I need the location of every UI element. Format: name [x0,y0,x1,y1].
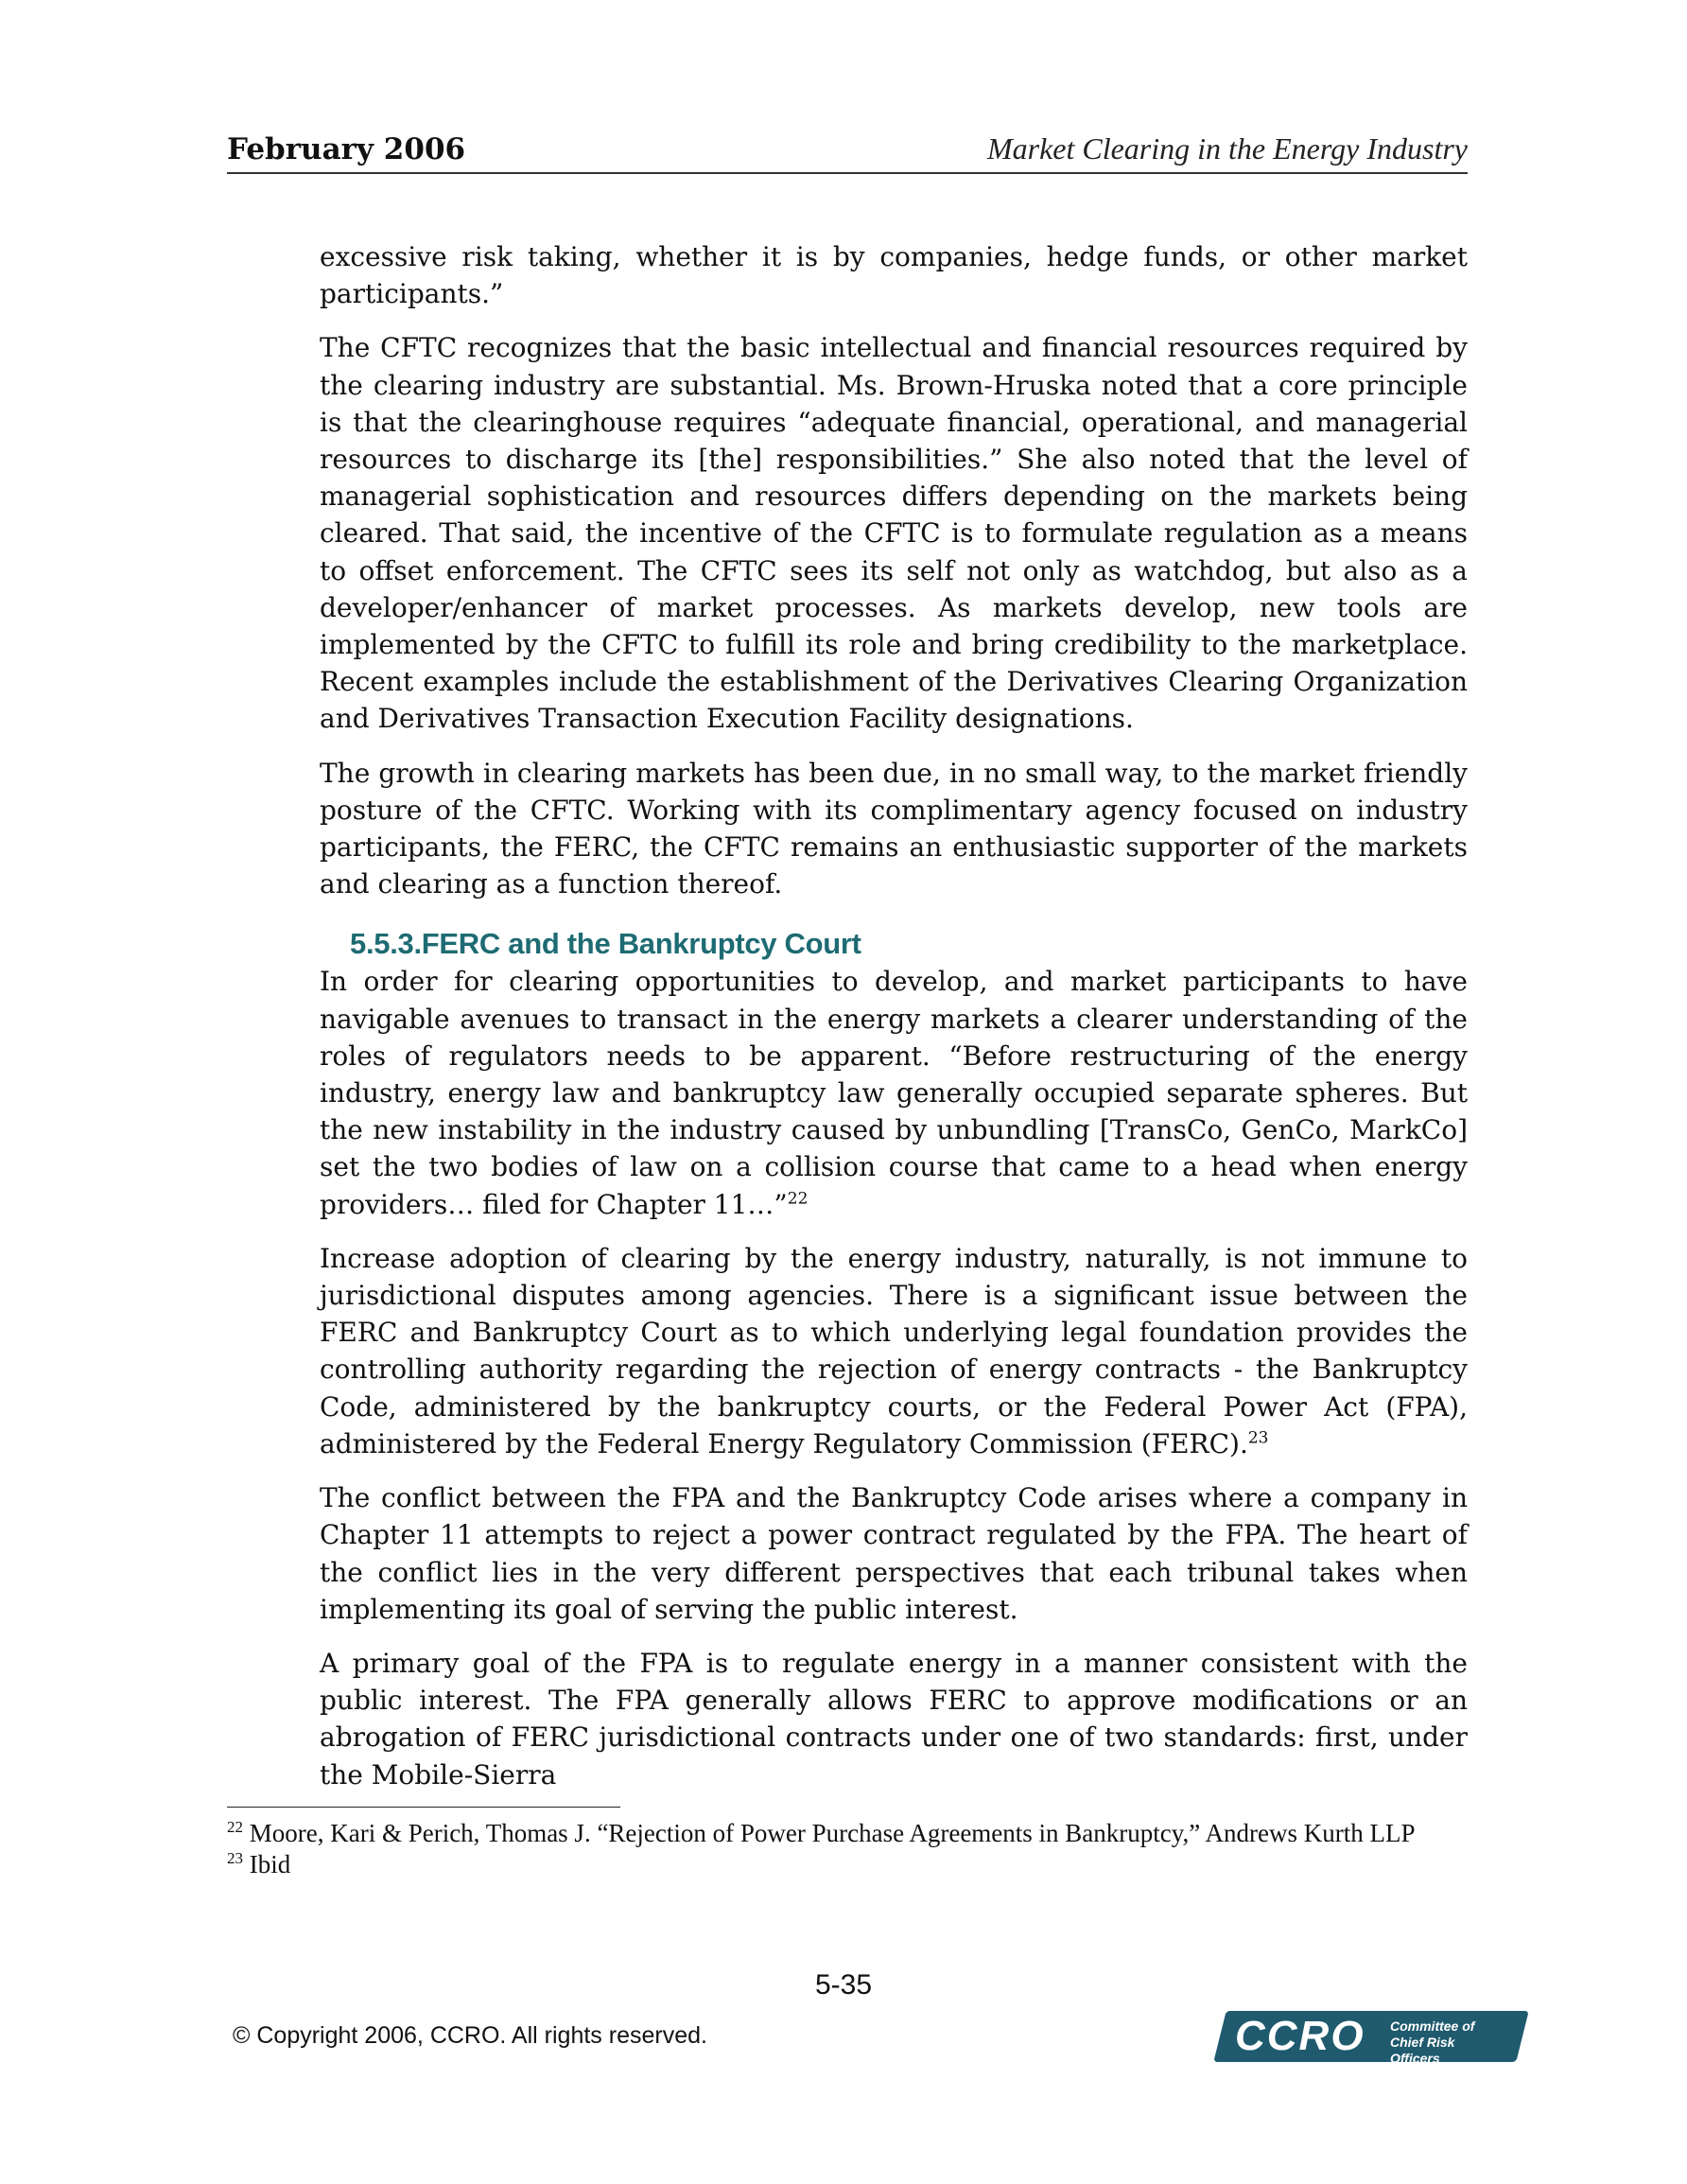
ccro-logo [1220,2011,1522,2066]
logo-mark: CCRO [1235,2013,1365,2059]
paragraph-2: The CFTC recognizes that the basic intellectual and financial resources required by the clearing industry are substantial. Ms. Brown-Hruska noted that a core principle is that the clearinghouse requires “adequate financial, operational, and managerial resources to discharge its [the] responsibilities.” She also noted that the level of managerial sophistication and resources differs depending on the markets being cleared. That said, the incentive of the CFTC is to formulate regulation as a means to offset enforcement. The CFTC sees its self not only as watchdog, but also as a developer/enhancer of market processes. As markets develop, new tools are implemented by the CFTC to fulfill its role and bring credibility to the marketplace. Recent examples include the establishment of the Derivatives Clearing Organization and Derivatives Transaction Execution Facility designations. [320,332,1468,735]
paragraph-3: The growth in clearing markets has been due, in no small way, to the market friendly posture of the CFTC. Working with its complimentary agency focused on industry participants, the FERC, the CFTC remains an enthusiastic supporter of the markets and clearing as a function thereof. [320,757,1468,900]
paragraph-5 [320,1240,1468,1462]
copyright-notice: © Copyright 2006, CCRO. All rights reserved. [233,2022,707,2049]
paragraph-7: A primary goal of the FPA is to regulate energy in a manner consistent with the public interest. The FPA generally allows FERC to approve modifications or an abrogation of FERC jurisdictional contracts under one of two standards: first, under the Mobile-Sierra [320,1647,1468,1791]
footnote-text: Moore, Kari & Perich, Thomas J. “Rejection of Power Purchase Agreements in Bankruptcy,” Andrews Kurth LLP [243,1819,1416,1847]
footnotes [227,1818,1456,1880]
paragraph-6: The conflict between the FPA and the Bankruptcy Code arises where a company in Chapter 11 attempts to reject a power contract regulated by the FPA. The heart of the conflict lies in the very different perspectives that each tribunal takes when implementing its goal of serving the public interest. [320,1482,1468,1625]
section-heading: 5.5.3.FERC and the Bankruptcy Court [350,927,861,961]
footnote-number: 23 [227,1849,243,1867]
paragraph-1: excessive risk taking, whether it is by companies, hedge funds, or other market participants.” [320,241,1468,310]
paragraph-4 [320,963,1468,1222]
page-number: 5-35 [814,1969,873,2001]
page-header [227,131,1468,174]
footnote-number: 22 [227,1818,243,1836]
document-body [320,238,1468,1810]
header-document-title: Market Clearing in the Energy Industry [986,131,1468,166]
footnote-23 [227,1849,1456,1880]
header-date: February 2006 [227,132,466,166]
footnote-ref-23[interactable]: 23 [1247,1428,1269,1448]
logo-subtitle-line-1: Committee of [1390,2018,1475,2034]
paragraph-5-text: Increase adoption of clearing by the energy industry, naturally, is not immune to jurisdictional disputes among agencies. There is a significant issue between the FERC and Bankruptcy Court as to which underlying legal foundation provides the controlling authority regarding the rejection of energy contracts - the Bankruptcy Code, administered by the bankruptcy courts, or the Federal Power Act (FPA), administered by the Federal Energy Regulatory Commission (FERC). [320,1242,1468,1459]
logo-subtitle [1390,2018,1504,2067]
footnote-divider [227,1807,620,1808]
footnote-22 [227,1818,1456,1849]
paragraph-4-text: In order for clearing opportunities to develop, and market participants to have navigable avenues to transact in the energy markets a clearer understanding of the roles of regulators needs to be apparent. “Before restructuring of the energy industry, energy law and bankruptcy law generally occupied separate spheres. But the new instability in the industry caused by unbundling [TransCo, GenCo, MarkCo] set the two bodies of law on a collision course that came to a head when energy providers… filed for Chapter 11…” [320,966,1468,1220]
logo-subtitle-line-2: Chief Risk Officers [1390,2035,1455,2066]
footnote-text: Ibid [243,1850,291,1878]
footnote-ref-22[interactable]: 22 [787,1189,809,1209]
